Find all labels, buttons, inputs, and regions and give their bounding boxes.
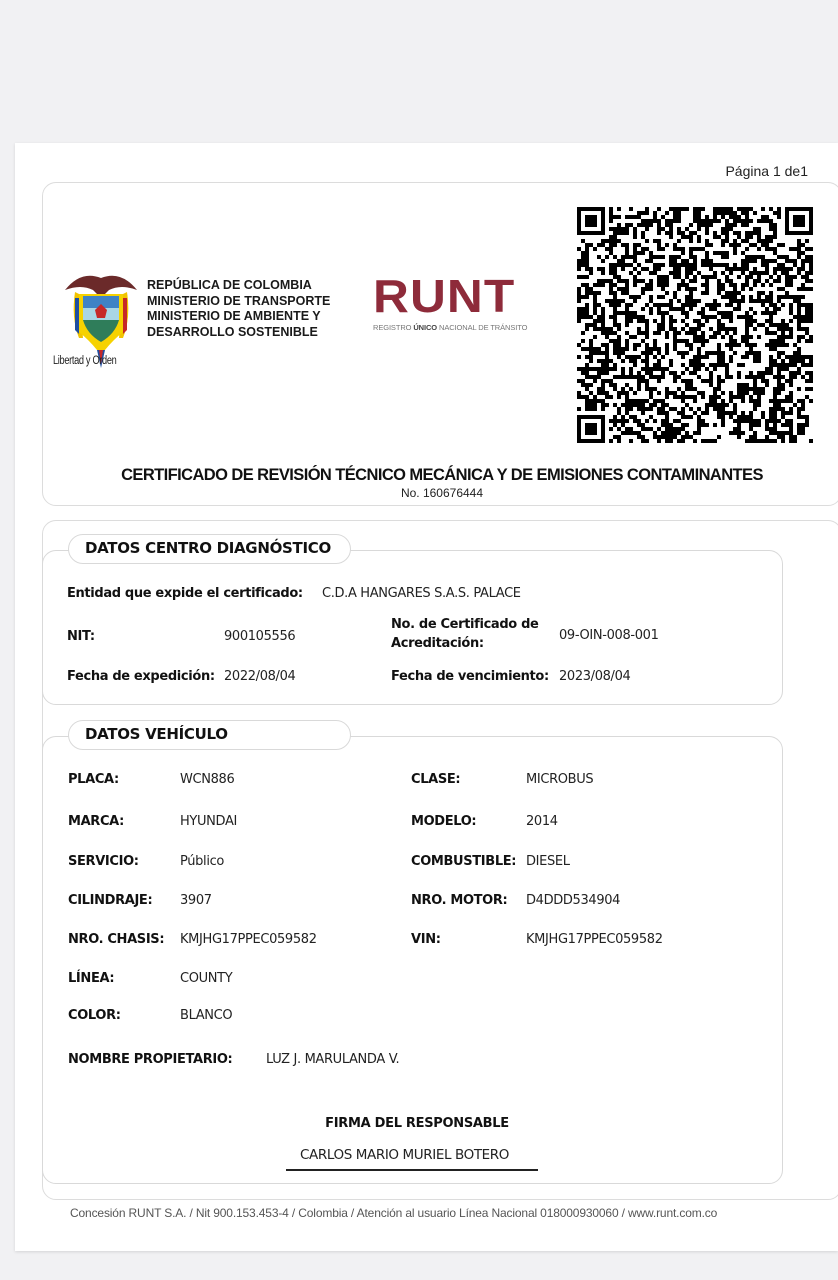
servicio-value: Público bbox=[180, 854, 224, 869]
motor-label: NRO. MOTOR: bbox=[411, 893, 508, 908]
government-entities bbox=[147, 278, 330, 340]
section-title: DATOS VEHÍCULO bbox=[68, 720, 351, 750]
certificate-page bbox=[15, 143, 838, 1251]
certificate-number: No. 160676444 bbox=[400, 486, 484, 500]
chasis-label: NRO. CHASIS: bbox=[68, 932, 165, 947]
marca-value: HYUNDAI bbox=[180, 814, 238, 829]
acreditacion-label-line: Acreditación: bbox=[391, 636, 484, 651]
color-label: COLOR: bbox=[68, 1008, 121, 1023]
cilindraje-label: CILINDRAJE: bbox=[68, 893, 153, 908]
placa-label: PLACA: bbox=[68, 772, 119, 787]
vencimiento-value: 2023/08/04 bbox=[559, 669, 631, 684]
vin-value: KMJHG17PPEC059582 bbox=[526, 932, 663, 947]
motor-value: D4DDD534904 bbox=[526, 893, 621, 908]
entidad-label: Entidad que expide el certificado: bbox=[67, 586, 303, 601]
runt-sub-prefix: REGISTRO bbox=[373, 323, 414, 332]
section-centro-diagnostico bbox=[42, 539, 783, 705]
linea-value: COUNTY bbox=[180, 971, 233, 986]
clase-value: MICROBUS bbox=[526, 772, 594, 787]
linea-label: LÍNEA: bbox=[68, 971, 115, 986]
propietario-label: NOMBRE PROPIETARIO: bbox=[68, 1052, 233, 1067]
expedicion-label: Fecha de expedición: bbox=[67, 669, 215, 684]
runt-logo-subtitle bbox=[373, 323, 527, 332]
section-datos-vehiculo bbox=[42, 725, 783, 1184]
qr-code-icon bbox=[577, 207, 813, 443]
clase-label: CLASE: bbox=[411, 772, 461, 787]
header-box bbox=[42, 182, 838, 506]
chasis-value: KMJHG17PPEC059582 bbox=[180, 932, 317, 947]
expedicion-value: 2022/08/04 bbox=[224, 669, 296, 684]
page-indicator: Página 1 de1 bbox=[725, 163, 808, 179]
marca-label: MARCA: bbox=[68, 814, 124, 829]
acreditacion-label-line: No. de Certificado de bbox=[391, 617, 539, 632]
gov-line: MINISTERIO DE TRANSPORTE bbox=[147, 293, 331, 308]
gov-line: MINISTERIO DE AMBIENTE Y bbox=[147, 309, 321, 323]
gov-line: REPÚBLICA DE COLOMBIA bbox=[147, 278, 312, 292]
signature-title: FIRMA DEL RESPONSABLE bbox=[325, 1116, 509, 1131]
signature-name: CARLOS MARIO MURIEL BOTERO bbox=[300, 1147, 509, 1163]
propietario-value: LUZ J. MARULANDA V. bbox=[266, 1052, 400, 1067]
cilindraje-value: 3907 bbox=[180, 893, 212, 908]
coat-caption: Libertad y Orden bbox=[53, 355, 117, 367]
servicio-label: SERVICIO: bbox=[68, 854, 139, 869]
signature-line bbox=[286, 1169, 538, 1171]
gov-line: DESARROLLO SOSTENIBLE bbox=[147, 324, 318, 339]
runt-logo-text: RUNT bbox=[373, 270, 516, 322]
combustible-value: DIESEL bbox=[526, 854, 570, 869]
runt-logo bbox=[373, 270, 528, 332]
footer-text: Concesión RUNT S.A. / Nit 900.153.453-4 / Colombia / Atención al usuario Línea Nacional 018000930060 / www.runt.com.co bbox=[70, 1206, 718, 1220]
modelo-value: 2014 bbox=[526, 814, 558, 829]
vencimiento-label: Fecha de vencimiento: bbox=[391, 669, 549, 684]
modelo-label: MODELO: bbox=[411, 814, 477, 829]
runt-sub-suffix: NACIONAL DE TRÁNSITO bbox=[437, 323, 528, 332]
entidad-value: C.D.A HANGARES S.A.S. PALACE bbox=[322, 586, 521, 601]
combustible-label: COMBUSTIBLE: bbox=[411, 854, 517, 869]
acreditacion-label bbox=[391, 615, 539, 653]
placa-value: WCN886 bbox=[180, 772, 235, 787]
runt-sub-bold: ÚNICO bbox=[413, 323, 438, 332]
acreditacion-value: 09-OIN-008-001 bbox=[559, 628, 659, 643]
certificate-title: CERTIFICADO DE REVISIÓN TÉCNICO MECÁNICA Y DE EMISIONES CONTAMINANTES bbox=[121, 465, 763, 484]
section-title: DATOS CENTRO DIAGNÓSTICO bbox=[68, 534, 351, 564]
nit-label: NIT: bbox=[67, 629, 95, 644]
vin-label: VIN: bbox=[411, 932, 441, 947]
color-value: BLANCO bbox=[180, 1008, 233, 1023]
nit-value: 900105556 bbox=[224, 629, 296, 644]
